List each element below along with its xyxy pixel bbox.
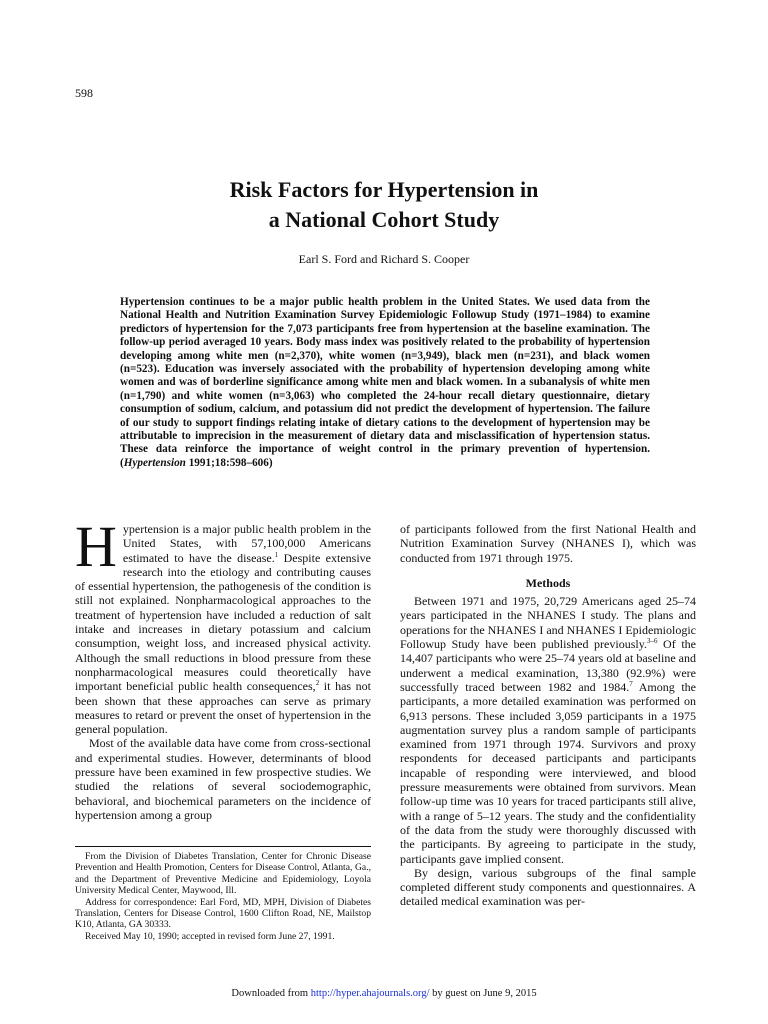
footer-suffix: by guest on June 9, 2015	[429, 988, 537, 999]
footer-link[interactable]: http://hyper.ahajournals.org/	[310, 988, 430, 999]
footnote-correspondence: Address for correspondence: Earl Ford, MD, MPH, Division of Diabetes Translation, Centers for Disease Control, 1600 Clifton Road, NE, Mailstop K10, Atlanta, GA 30333.	[75, 896, 371, 931]
title-line-2: a National Cohort Study	[268, 207, 500, 232]
methods-paragraph-1	[400, 594, 696, 866]
ref-superscript: 7	[629, 679, 633, 688]
footer-prefix: Downloaded from	[231, 988, 311, 999]
abstract-citation-journal: Hypertension	[123, 456, 186, 469]
left-column	[75, 514, 372, 822]
footnote-affiliation: From the Division of Diabetes Translation, Center for Chronic Disease Prevention and Health Promotion, Centers for Disease Control, Atlanta, Ga., and the Department of Preventive Medicine and Epidemiology, Loyola University Medical Center, Maywood, Ill.	[75, 851, 371, 897]
drop-cap: H	[75, 514, 117, 579]
methods-paragraph-2: By design, various subgroups of the final sample completed different study components and questionnaires. A detailed medical examination was per-	[400, 865, 696, 909]
footnotes	[75, 846, 371, 942]
article-title	[0, 175, 768, 235]
ref-superscript: 3–6	[646, 637, 658, 646]
abstract-text: Hypertension continues to be a major public health problem in the United States. We used data from the National Health and Nutrition Examination Survey Epidemiologic Followup Study (1971–1984) to examine predictors of hypertension for the 7,073 participants free from hypertension at the baseline examination. The follow-up period averaged 10 years. Body mass index was positively related to the probability of hypertension developing among white men (n=2,370), white women (n=3,949), black men (n=231), and black women (n=523). Education was inversely associated with the probability of hypertension developing among white women and was of borderline significance among white men and black women. In a subanalysis of white men (n=1,790) and white women (n=3,063) who completed the 24-hour recall dietary questionnaire, dietary consumption of sodium, calcium, and potassium did not predict the development of hypertension. The failure of our study to support findings relating intake of dietary cations to the development of hypertension may be attributable to imprecision in the measurement of dietary data and misclassification of hypertension status. These data reinforce the importance of weight control in the primary prevention of hypertension. (	[120, 296, 650, 469]
right-column	[400, 522, 696, 909]
intro-paragraph-1	[75, 514, 372, 737]
abstract-citation-rest: 1991;18:598–606)	[185, 456, 273, 469]
intro-paragraph-continued: of participants followed from the first National Health and Nutrition Examination Survey (NHANES I), which was conducted from 1971 through 1975.	[400, 522, 696, 565]
footnote-received: Received May 10, 1990; accepted in revised form June 27, 1991.	[85, 930, 335, 942]
download-footer	[0, 988, 768, 999]
intro-paragraph-2: Most of the available data have come from cross-sectional and experimental studies. However, determinants of blood pressure have been examined in few prospective studies. We studied the relations of several sociodemographic, behavioral, and biochemical parameters on the incidence of hypertension among a group	[75, 736, 371, 822]
methods-text-a: Between 1971 and 1975, 20,729 Americans aged 25–74 years participated in the NHANES I study. The plans and operations for the NHANES I and NHANES I Epidemiologic Followup Study have been published previously.	[400, 594, 696, 652]
methods-text-b: Of the 14,407 participants who were 25–74 years old at baseline and underwent a medical examination, 13,380 (92.9%) were successfully traced between 1982 and 1984.	[400, 637, 696, 694]
methods-text-c: Among the participants, a more detailed examination was performed on 6,913 persons. These included 3,059 participants in a 1975 augmentation survey plus a random sample of participants examined from 1971 through 1974. Survivors and proxy respondents for deceased participants and participants incapable of responding were interviewed, and blood pressure measurements were obtained from survivors. Mean follow-up time was 10 years for traced participants still alive, with a range of 5–12 years. The study and the confidentiality of the data from the study were thoroughly discussed with the participants. By agreeing to participate in the study, participants gave implied consent.	[400, 679, 697, 866]
abstract	[120, 296, 650, 470]
intro-text-b: Despite extensive research into the etiology and contributing causes of essential hypertension, the pathogenesis of the condition is still not explained. Nonpharmacological approaches to the treatment of hypertension have included a reduction of salt intake and increases in dietary potassium and calcium consumption, weight loss, and increased physical activity. Although the small reductions in blood pressure from these nonpharmacological measures could theoretically have important beneficial public health consequences,	[75, 550, 371, 694]
authors: Earl S. Ford and Richard S. Cooper	[298, 252, 470, 266]
methods-heading: Methods	[525, 575, 571, 590]
title-line-1: Risk Factors for Hypertension in	[229, 177, 539, 202]
ref-superscript: 2	[315, 679, 320, 688]
page-number: 598	[75, 86, 93, 100]
ref-superscript: 1	[274, 550, 279, 559]
intro-text-a: ypertension is a major public health problem in the United States, with 57,100,000 Americans estimated to have the disease.	[122, 522, 371, 565]
intro-text-c: it has not been shown that these approaches can serve as primary measures to retard or prevent the onset of hypertension in the general population.	[75, 679, 372, 737]
